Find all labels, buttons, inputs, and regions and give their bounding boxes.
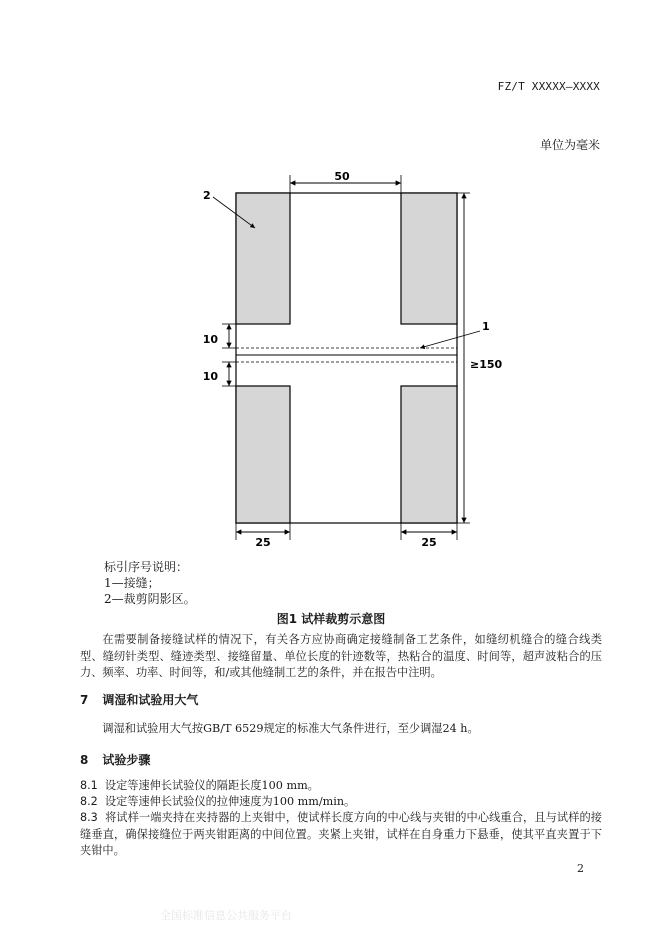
step-number: 8.2	[80, 795, 98, 808]
cut-shade-bottom-right	[401, 386, 457, 523]
unit-note: 单位为毫米	[539, 138, 600, 152]
section-7-heading	[80, 691, 198, 708]
legend-title: 标引序号说明：	[104, 560, 189, 574]
dim-left-lower-label: 10	[202, 370, 218, 383]
document-code: FZ/T XXXXX—XXXX	[497, 80, 600, 93]
footer-watermark: 全国标准信息公共服务平台	[160, 909, 292, 922]
callout-label-1: 1	[482, 320, 490, 333]
section-title: 调湿和试验用大气	[102, 693, 199, 707]
figure-caption: 图1 试样裁剪示意图	[276, 612, 386, 626]
dim-bottom-left-label: 25	[255, 536, 271, 549]
legend-item: 1—接缝；	[104, 576, 160, 590]
legend-item: 2—裁剪阴影区。	[104, 592, 196, 606]
dim-bottom-right-label: 25	[421, 536, 437, 549]
section-number: 8	[80, 753, 89, 767]
section-number: 7	[80, 693, 89, 707]
step-8-2	[80, 794, 602, 811]
paragraph-conditioning: 调湿和试验用大气按GB/T 6529规定的标准大气条件进行，至少调湿24 h。	[102, 722, 479, 735]
callout-label-2: 2	[203, 189, 211, 202]
step-text: 设定等速伸长试验仪的隔距长度100 mm。	[104, 779, 319, 792]
page-number: 2	[577, 862, 584, 875]
step-number: 8.1	[80, 779, 98, 792]
step-text: 设定等速伸长试验仪的拉伸速度为100 mm/min。	[104, 795, 356, 808]
dim-top-label: 50	[334, 170, 350, 183]
paragraph-seam-preparation: 在需要制备接缝试样的情况下，有关各方应协商确定接缝制备工艺条件，如缝纫机缝合的缝合线类型、缝纫针类型、缝迹类型、接缝留量、单位长度的针迹数等，热粘合的温度、时间等，超声波粘合的压力、频率、功率、时间等，和/或其他缝制工艺的条件，并在报告中注明。	[80, 633, 602, 679]
cut-shade-bottom-left	[236, 386, 290, 523]
dim-right-label: ≥150	[470, 358, 503, 371]
step-text: 将试样一端夹持在夹持器的上夹钳中，使试样长度方向的中心线与夹钳的中心线重合，且与试样的接缝垂直，确保接缝位于两夹钳距离的中间位置。夹紧上夹钳，试样在自身重力下悬垂，使其平直夹置于下夹钳中。	[80, 811, 602, 857]
section-8-heading	[80, 751, 150, 768]
step-number: 8.3	[80, 811, 98, 824]
cut-shade-top-left	[236, 193, 290, 324]
legend	[104, 559, 196, 607]
cut-shade-top-right	[401, 193, 457, 324]
dim-left-upper-label: 10	[202, 333, 218, 346]
step-8-1	[80, 778, 602, 795]
step-8-3	[80, 810, 602, 860]
section-title: 试验步骤	[102, 753, 151, 767]
